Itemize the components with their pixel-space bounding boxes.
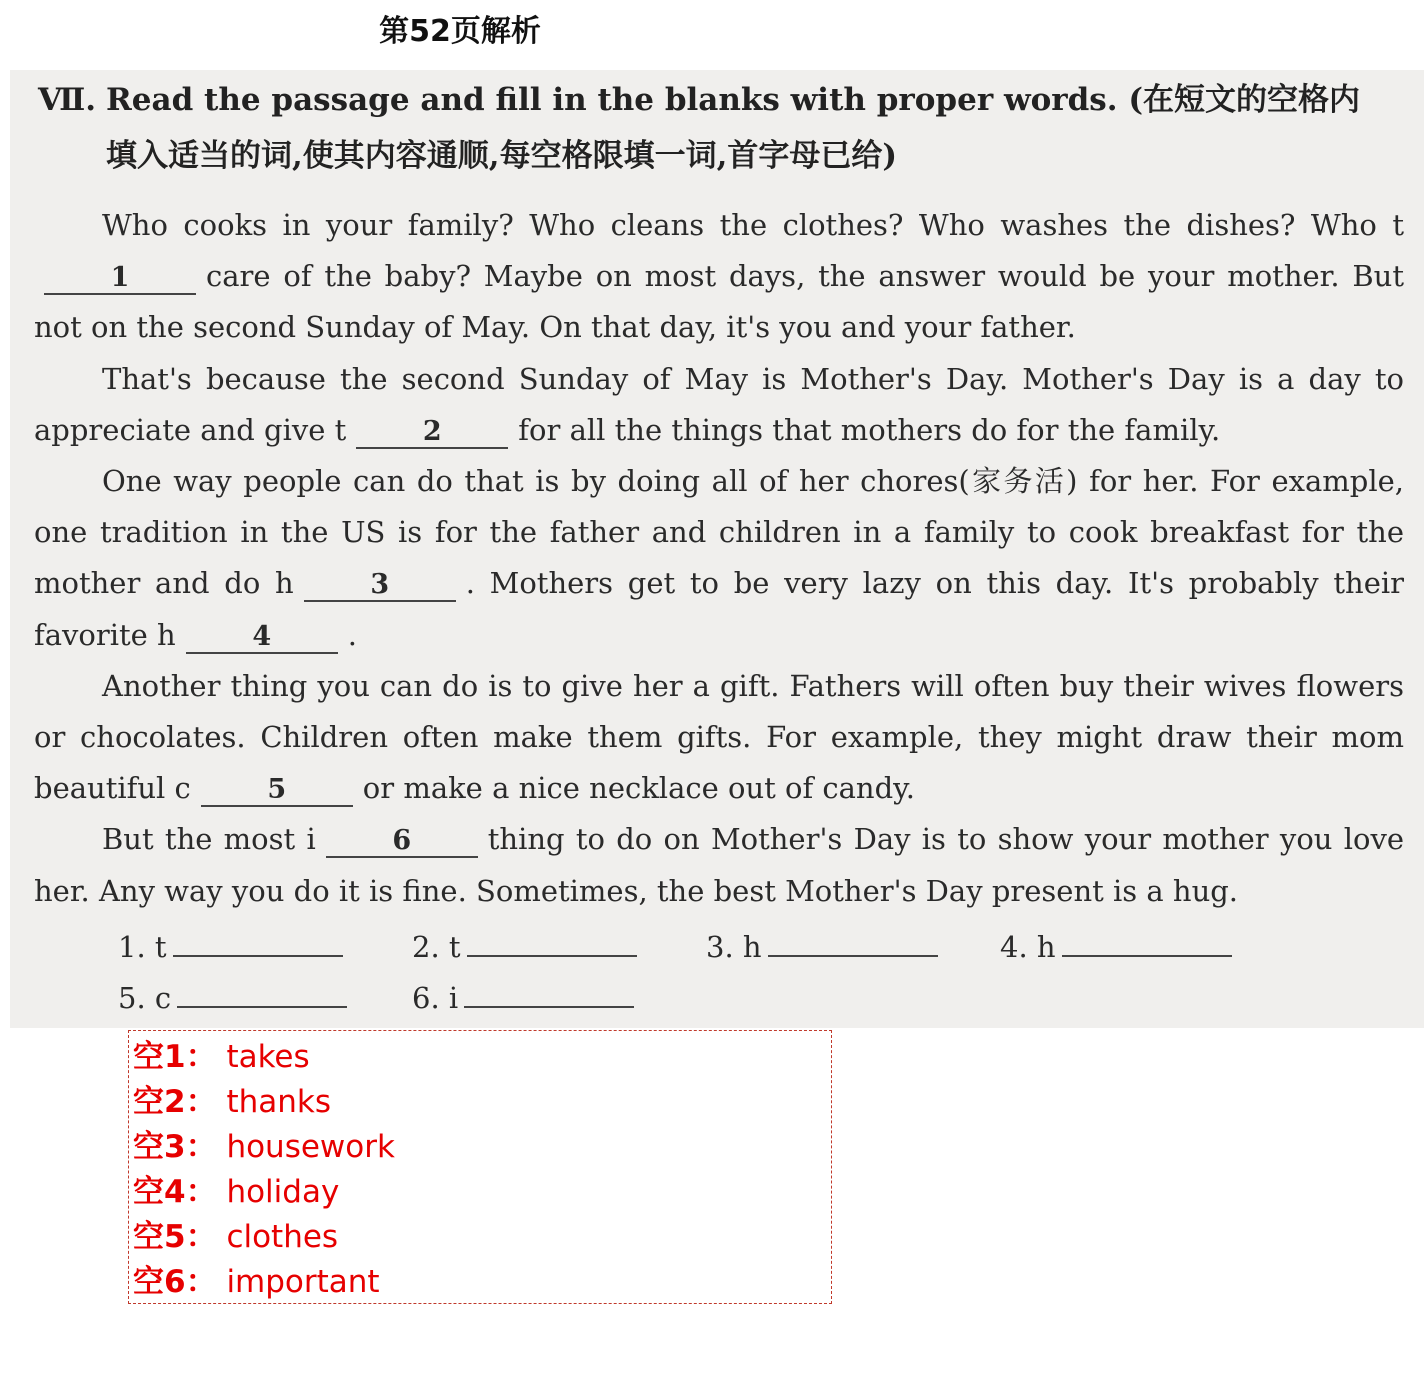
answer-lines bbox=[118, 922, 1368, 1024]
answer-line-1 bbox=[118, 922, 412, 973]
passage-text: But the most i bbox=[102, 822, 316, 857]
answer-1 bbox=[133, 1035, 310, 1080]
blank-4: 4 bbox=[186, 622, 338, 654]
passage bbox=[34, 200, 1404, 917]
heading-line-1: Read the passage and fill in the blanks with proper words. (在短文的空格内 bbox=[106, 82, 1361, 118]
answer-3 bbox=[133, 1125, 395, 1170]
answer-value: holiday bbox=[226, 1174, 340, 1210]
blank-6: 6 bbox=[326, 826, 478, 858]
paragraph-1 bbox=[34, 200, 1404, 354]
passage-text: That's because the second Sunday of May is Mother's Day. Mother's Day is a day to appreciate and give t bbox=[34, 361, 1404, 447]
answer-underline bbox=[768, 929, 938, 957]
answer-lines-row-1 bbox=[118, 922, 1368, 973]
answer-underline bbox=[464, 980, 634, 1008]
answer-key-label: 空3： bbox=[133, 1129, 217, 1165]
answer-2 bbox=[133, 1080, 331, 1125]
answer-line-label: 4. h bbox=[1000, 930, 1056, 964]
answer-line-6 bbox=[412, 973, 706, 1024]
exercise-heading bbox=[38, 72, 1408, 184]
answer-key-label: 空5： bbox=[133, 1219, 217, 1255]
answer-value: clothes bbox=[226, 1219, 339, 1255]
answer-line-2 bbox=[412, 922, 706, 973]
blank-2: 2 bbox=[356, 417, 508, 449]
paragraph-5 bbox=[34, 814, 1404, 916]
passage-text: . bbox=[347, 617, 357, 652]
answer-underline bbox=[1062, 929, 1232, 957]
answer-line-4 bbox=[1000, 922, 1294, 973]
blank-5: 5 bbox=[201, 775, 353, 807]
heading-line-2: 填入适当的词,使其内容通顺,每空格限填一词,首字母已给) bbox=[106, 138, 898, 174]
answer-value: takes bbox=[226, 1039, 310, 1075]
paragraph-2 bbox=[34, 354, 1404, 456]
answer-key-label: 空4： bbox=[133, 1174, 217, 1210]
passage-text: or make a nice necklace out of candy. bbox=[362, 771, 915, 806]
answer-key-label: 空2： bbox=[133, 1084, 217, 1120]
passage-text: Who cooks in your family? Who cleans the clothes? Who washes the dishes? Who t bbox=[102, 208, 1404, 242]
passage-text: thing to do on Mother's Day is to show your mother you love her. Any way you do it is fine. Sometimes, the best Mother's Day present is a hug. bbox=[34, 822, 1405, 908]
page-title: 第52页解析 bbox=[379, 14, 541, 49]
passage-text: care of the baby? Maybe on most days, the answer would be your mother. But not on the second Sunday of May. On that day, it's you and your father. bbox=[34, 259, 1404, 345]
blank-1: 1 bbox=[44, 263, 196, 295]
passage-text: One way people can do that is by doing all of her chores(家务活) for her. For example, one tradition in the US is for the father and children in a family to cook breakfast for the mother and do h bbox=[34, 464, 1404, 601]
answer-key-label: 空1： bbox=[133, 1039, 217, 1075]
paragraph-4 bbox=[34, 661, 1404, 815]
passage-text: Another thing you can do is to give her a gift. Fathers will often buy their wives flowers or chocolates. Children often make them gifts. For example, they might draw their mom beautiful c bbox=[34, 668, 1404, 806]
answer-5 bbox=[133, 1215, 338, 1260]
passage-text: . Mothers get to be very lazy on this day. It's probably their favorite h bbox=[34, 566, 1404, 652]
answer-value: housework bbox=[226, 1129, 395, 1165]
answer-key-label: 空6： bbox=[133, 1264, 217, 1300]
exercise-number: Ⅶ. bbox=[38, 82, 97, 118]
answer-4 bbox=[133, 1170, 339, 1215]
passage-text: for all the things that mothers do for the family. bbox=[518, 412, 1221, 447]
answer-6 bbox=[133, 1260, 380, 1305]
answer-underline bbox=[467, 929, 637, 957]
answer-value: important bbox=[226, 1264, 380, 1300]
answer-line-label: 1. t bbox=[118, 930, 167, 964]
answer-line-label: 5. c bbox=[118, 981, 172, 1015]
answer-line-5 bbox=[118, 973, 412, 1024]
answer-value: thanks bbox=[226, 1084, 331, 1120]
answer-lines-row-2 bbox=[118, 973, 1368, 1024]
paragraph-3 bbox=[34, 456, 1404, 661]
answer-line-label: 3. h bbox=[706, 930, 762, 964]
answer-line-label: 6. i bbox=[412, 981, 459, 1015]
answer-line-3 bbox=[706, 922, 1000, 973]
answer-line-label: 2. t bbox=[412, 930, 461, 964]
answer-underline bbox=[173, 929, 343, 957]
blank-3: 3 bbox=[304, 570, 456, 602]
answer-underline bbox=[177, 980, 347, 1008]
answer-key-box bbox=[128, 1030, 832, 1304]
